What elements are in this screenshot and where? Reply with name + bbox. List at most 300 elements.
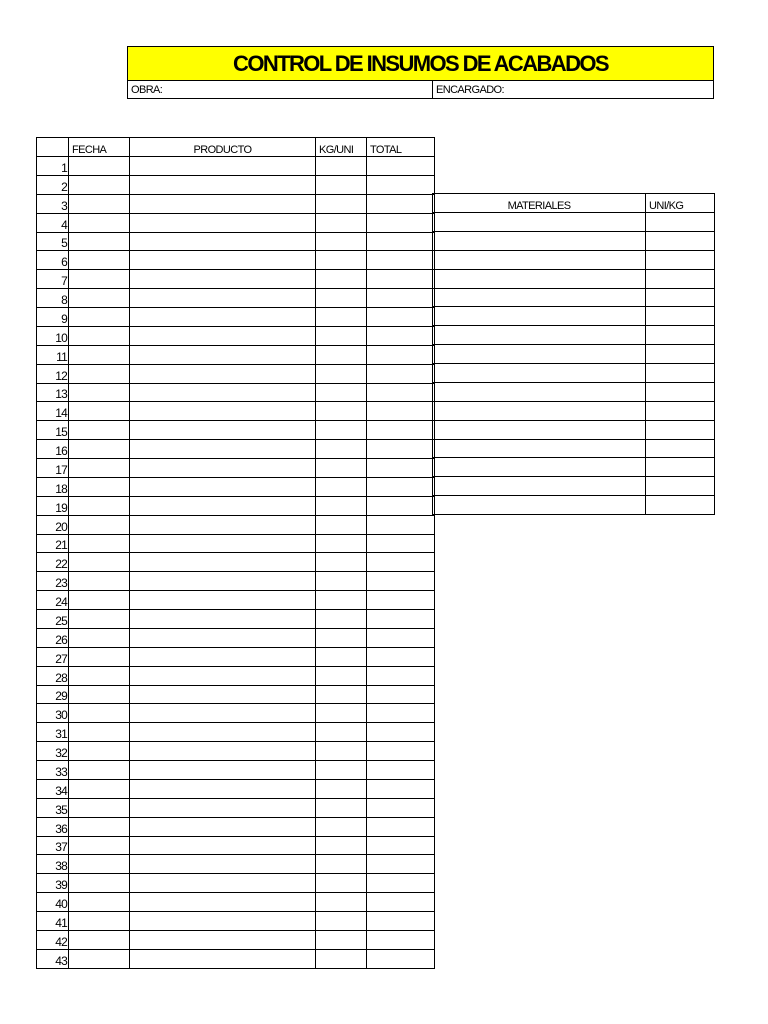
row-number: 27 [37,647,69,666]
table-row [37,553,435,572]
uni-kg-cell[interactable] [646,213,715,232]
uni-kg-cell[interactable] [646,250,715,269]
table-row [433,288,715,307]
table-row [37,912,435,931]
total-cell[interactable] [367,761,435,780]
total-cell[interactable] [367,175,435,194]
producto-cell[interactable] [130,628,316,647]
kg-uni-cell[interactable] [316,685,367,704]
uni-kg-cell[interactable] [646,496,715,515]
total-cell[interactable] [367,628,435,647]
kg-uni-cell[interactable] [316,515,367,534]
table-row [433,401,715,420]
row-number: 30 [37,704,69,723]
kg-uni-cell[interactable] [316,326,367,345]
fecha-cell[interactable] [69,893,130,912]
kg-uni-cell[interactable] [316,402,367,421]
kg-uni-cell[interactable] [316,213,367,232]
fecha-cell[interactable] [69,685,130,704]
uni-kg-cell[interactable] [646,307,715,326]
header-total: TOTAL [367,138,435,157]
row-number: 10 [37,326,69,345]
uni-kg-cell[interactable] [646,269,715,288]
row-number: 43 [37,949,69,968]
producto-cell[interactable] [130,308,316,327]
row-number: 41 [37,912,69,931]
fecha-cell[interactable] [69,779,130,798]
total-cell[interactable] [367,893,435,912]
kg-uni-cell[interactable] [316,572,367,591]
uni-kg-cell[interactable] [646,288,715,307]
materiales-cell[interactable] [433,213,646,232]
materiales-cell[interactable] [433,364,646,383]
kg-uni-cell[interactable] [316,628,367,647]
fecha-cell[interactable] [69,912,130,931]
row-number: 39 [37,874,69,893]
producto-cell[interactable] [130,949,316,968]
row-number: 18 [37,477,69,496]
table-row [37,836,435,855]
uni-kg-cell[interactable] [646,382,715,401]
total-cell[interactable] [367,723,435,742]
table-row [37,628,435,647]
table-row [433,250,715,269]
producto-cell[interactable] [130,610,316,629]
kg-uni-cell[interactable] [316,855,367,874]
kg-uni-cell[interactable] [316,836,367,855]
producto-cell[interactable] [130,553,316,572]
total-cell[interactable] [367,364,435,383]
fecha-cell[interactable] [69,591,130,610]
row-number: 19 [37,496,69,515]
producto-cell[interactable] [130,270,316,289]
kg-uni-cell[interactable] [316,345,367,364]
fecha-cell[interactable] [69,194,130,213]
producto-cell[interactable] [130,477,316,496]
materiales-cell[interactable] [433,382,646,401]
producto-cell[interactable] [130,874,316,893]
producto-cell[interactable] [130,251,316,270]
total-cell[interactable] [367,591,435,610]
fecha-cell[interactable] [69,930,130,949]
fecha-cell[interactable] [69,175,130,194]
total-cell[interactable] [367,930,435,949]
fecha-cell[interactable] [69,440,130,459]
uni-kg-cell[interactable] [646,345,715,364]
kg-uni-cell[interactable] [316,270,367,289]
table-row [37,496,435,515]
producto-cell[interactable] [130,345,316,364]
uni-kg-cell[interactable] [646,458,715,477]
producto-cell[interactable] [130,515,316,534]
total-cell[interactable] [367,308,435,327]
table-row [433,477,715,496]
row-number: 33 [37,761,69,780]
kg-uni-cell[interactable] [316,421,367,440]
producto-cell[interactable] [130,289,316,308]
producto-cell[interactable] [130,213,316,232]
table-row [37,855,435,874]
table-row [433,496,715,515]
producto-cell[interactable] [130,496,316,515]
producto-cell[interactable] [130,761,316,780]
table-row [37,798,435,817]
row-number: 40 [37,893,69,912]
kg-uni-cell[interactable] [316,874,367,893]
kg-uni-cell[interactable] [316,251,367,270]
table-row [37,289,435,308]
fecha-cell[interactable] [69,855,130,874]
table-header-row [433,194,715,213]
fecha-cell[interactable] [69,232,130,251]
row-number: 17 [37,459,69,478]
materials-table [432,193,715,515]
total-cell[interactable] [367,251,435,270]
kg-uni-cell[interactable] [316,477,367,496]
total-cell[interactable] [367,704,435,723]
uni-kg-cell[interactable] [646,401,715,420]
producto-cell[interactable] [130,930,316,949]
row-number: 13 [37,383,69,402]
fecha-cell[interactable] [69,345,130,364]
materiales-cell[interactable] [433,420,646,439]
producto-cell[interactable] [130,704,316,723]
fecha-cell[interactable] [69,761,130,780]
row-number: 37 [37,836,69,855]
row-number: 7 [37,270,69,289]
fecha-cell[interactable] [69,308,130,327]
kg-uni-cell[interactable] [316,553,367,572]
fecha-cell[interactable] [69,270,130,289]
uni-kg-cell[interactable] [646,364,715,383]
total-cell[interactable] [367,402,435,421]
kg-uni-cell[interactable] [316,704,367,723]
materials-body [433,213,715,515]
producto-cell[interactable] [130,779,316,798]
producto-cell[interactable] [130,421,316,440]
materiales-cell[interactable] [433,496,646,515]
total-cell[interactable] [367,685,435,704]
kg-uni-cell[interactable] [316,893,367,912]
total-cell[interactable] [367,515,435,534]
kg-uni-cell[interactable] [316,610,367,629]
row-number: 28 [37,666,69,685]
total-cell[interactable] [367,440,435,459]
row-number: 25 [37,610,69,629]
total-cell[interactable] [367,194,435,213]
fecha-cell[interactable] [69,402,130,421]
fecha-cell[interactable] [69,874,130,893]
total-cell[interactable] [367,572,435,591]
fecha-cell[interactable] [69,553,130,572]
kg-uni-cell[interactable] [316,175,367,194]
materiales-cell[interactable] [433,250,646,269]
table-row [433,269,715,288]
table-row [37,402,435,421]
table-row [37,761,435,780]
materiales-cell[interactable] [433,439,646,458]
fecha-cell[interactable] [69,383,130,402]
header-uni-kg: UNI/KG [646,194,715,213]
total-cell[interactable] [367,383,435,402]
fecha-cell[interactable] [69,628,130,647]
uni-kg-cell[interactable] [646,326,715,345]
uni-kg-cell[interactable] [646,439,715,458]
table-row [37,930,435,949]
kg-uni-cell[interactable] [316,364,367,383]
kg-uni-cell[interactable] [316,666,367,685]
encargado-field[interactable]: ENCARGADO: [432,80,714,99]
fecha-cell[interactable] [69,515,130,534]
producto-cell[interactable] [130,666,316,685]
total-cell[interactable] [367,553,435,572]
producto-cell[interactable] [130,459,316,478]
total-cell[interactable] [367,459,435,478]
fecha-cell[interactable] [69,289,130,308]
row-number: 16 [37,440,69,459]
table-row [37,666,435,685]
materiales-cell[interactable] [433,401,646,420]
kg-uni-cell[interactable] [316,742,367,761]
total-cell[interactable] [367,912,435,931]
producto-cell[interactable] [130,912,316,931]
table-row [37,251,435,270]
fecha-cell[interactable] [69,666,130,685]
row-number: 2 [37,175,69,194]
table-row [37,175,435,194]
total-cell[interactable] [367,742,435,761]
producto-cell[interactable] [130,742,316,761]
fecha-cell[interactable] [69,798,130,817]
total-cell[interactable] [367,232,435,251]
total-cell[interactable] [367,647,435,666]
total-cell[interactable] [367,666,435,685]
table-row [37,742,435,761]
kg-uni-cell[interactable] [316,817,367,836]
materiales-cell[interactable] [433,477,646,496]
fecha-cell[interactable] [69,817,130,836]
producto-cell[interactable] [130,591,316,610]
kg-uni-cell[interactable] [316,647,367,666]
kg-uni-cell[interactable] [316,496,367,515]
total-cell[interactable] [367,421,435,440]
table-row [433,439,715,458]
header-producto: PRODUCTO [130,138,316,157]
row-number: 1 [37,157,69,176]
fecha-cell[interactable] [69,742,130,761]
row-number: 35 [37,798,69,817]
page-title: CONTROL DE INSUMOS DE ACABADOS [127,46,714,81]
total-cell[interactable] [367,477,435,496]
row-number: 6 [37,251,69,270]
table-row [37,723,435,742]
producto-cell[interactable] [130,685,316,704]
table-row [37,345,435,364]
table-row [37,157,435,176]
total-cell[interactable] [367,345,435,364]
fecha-cell[interactable] [69,326,130,345]
fecha-cell[interactable] [69,704,130,723]
fecha-cell[interactable] [69,949,130,968]
table-row [37,213,435,232]
header-kg-uni: KG/UNI [316,138,367,157]
table-row [37,194,435,213]
row-number: 3 [37,194,69,213]
table-row [37,874,435,893]
table-row [37,459,435,478]
table-row [433,231,715,250]
table-row [37,515,435,534]
kg-uni-cell[interactable] [316,459,367,478]
table-row [37,326,435,345]
header-materiales: MATERIALES [433,194,646,213]
table-row [37,610,435,629]
uni-kg-cell[interactable] [646,420,715,439]
total-cell[interactable] [367,270,435,289]
table-row [37,949,435,968]
producto-cell[interactable] [130,402,316,421]
fecha-cell[interactable] [69,496,130,515]
producto-cell[interactable] [130,326,316,345]
producto-cell[interactable] [130,855,316,874]
producto-cell[interactable] [130,383,316,402]
fecha-cell[interactable] [69,251,130,270]
kg-uni-cell[interactable] [316,440,367,459]
materiales-cell[interactable] [433,307,646,326]
total-cell[interactable] [367,289,435,308]
kg-uni-cell[interactable] [316,232,367,251]
table-row [37,779,435,798]
producto-cell[interactable] [130,798,316,817]
table-row [433,364,715,383]
fecha-cell[interactable] [69,421,130,440]
total-cell[interactable] [367,534,435,553]
kg-uni-cell[interactable] [316,591,367,610]
fecha-cell[interactable] [69,836,130,855]
kg-uni-cell[interactable] [316,930,367,949]
fecha-cell[interactable] [69,647,130,666]
table-row [37,591,435,610]
total-cell[interactable] [367,949,435,968]
kg-uni-cell[interactable] [316,912,367,931]
table-row [37,647,435,666]
producto-cell[interactable] [130,836,316,855]
kg-uni-cell[interactable] [316,194,367,213]
fecha-cell[interactable] [69,459,130,478]
producto-cell[interactable] [130,440,316,459]
total-cell[interactable] [367,610,435,629]
materiales-cell[interactable] [433,458,646,477]
total-cell[interactable] [367,496,435,515]
total-cell[interactable] [367,836,435,855]
row-number: 26 [37,628,69,647]
obra-field[interactable]: OBRA: [127,80,433,99]
kg-uni-cell[interactable] [316,534,367,553]
fecha-cell[interactable] [69,157,130,176]
table-row [37,308,435,327]
kg-uni-cell[interactable] [316,779,367,798]
row-number: 34 [37,779,69,798]
row-number: 29 [37,685,69,704]
table-row [433,326,715,345]
producto-cell[interactable] [130,232,316,251]
uni-kg-cell[interactable] [646,231,715,250]
kg-uni-cell[interactable] [316,157,367,176]
producto-cell[interactable] [130,723,316,742]
kg-uni-cell[interactable] [316,798,367,817]
uni-kg-cell[interactable] [646,477,715,496]
fecha-cell[interactable] [69,534,130,553]
header-fecha: FECHA [69,138,130,157]
producto-cell[interactable] [130,194,316,213]
fecha-cell[interactable] [69,364,130,383]
table-row [433,345,715,364]
table-row [37,817,435,836]
total-cell[interactable] [367,779,435,798]
row-number: 5 [37,232,69,251]
total-cell[interactable] [367,874,435,893]
kg-uni-cell[interactable] [316,289,367,308]
producto-cell[interactable] [130,157,316,176]
producto-cell[interactable] [130,817,316,836]
total-cell[interactable] [367,326,435,345]
supplies-log-body [37,157,435,969]
producto-cell[interactable] [130,175,316,194]
producto-cell[interactable] [130,364,316,383]
row-number: 21 [37,534,69,553]
table-row [433,213,715,232]
kg-uni-cell[interactable] [316,723,367,742]
table-row [37,440,435,459]
producto-cell[interactable] [130,647,316,666]
table-row [37,421,435,440]
total-cell[interactable] [367,213,435,232]
fecha-cell[interactable] [69,477,130,496]
producto-cell[interactable] [130,572,316,591]
fecha-cell[interactable] [69,723,130,742]
kg-uni-cell[interactable] [316,308,367,327]
materiales-cell[interactable] [433,345,646,364]
producto-cell[interactable] [130,534,316,553]
row-number: 11 [37,345,69,364]
kg-uni-cell[interactable] [316,949,367,968]
row-number: 36 [37,817,69,836]
fecha-cell[interactable] [69,572,130,591]
table-row [37,704,435,723]
producto-cell[interactable] [130,893,316,912]
kg-uni-cell[interactable] [316,383,367,402]
materiales-cell[interactable] [433,269,646,288]
total-cell[interactable] [367,855,435,874]
materiales-cell[interactable] [433,288,646,307]
fecha-cell[interactable] [69,610,130,629]
total-cell[interactable] [367,157,435,176]
total-cell[interactable] [367,817,435,836]
table-row [37,477,435,496]
row-number: 38 [37,855,69,874]
table-row [37,572,435,591]
table-row [37,534,435,553]
row-number: 23 [37,572,69,591]
materiales-cell[interactable] [433,231,646,250]
row-number: 24 [37,591,69,610]
table-row [433,458,715,477]
fecha-cell[interactable] [69,213,130,232]
kg-uni-cell[interactable] [316,761,367,780]
materiales-cell[interactable] [433,326,646,345]
row-number: 22 [37,553,69,572]
total-cell[interactable] [367,798,435,817]
